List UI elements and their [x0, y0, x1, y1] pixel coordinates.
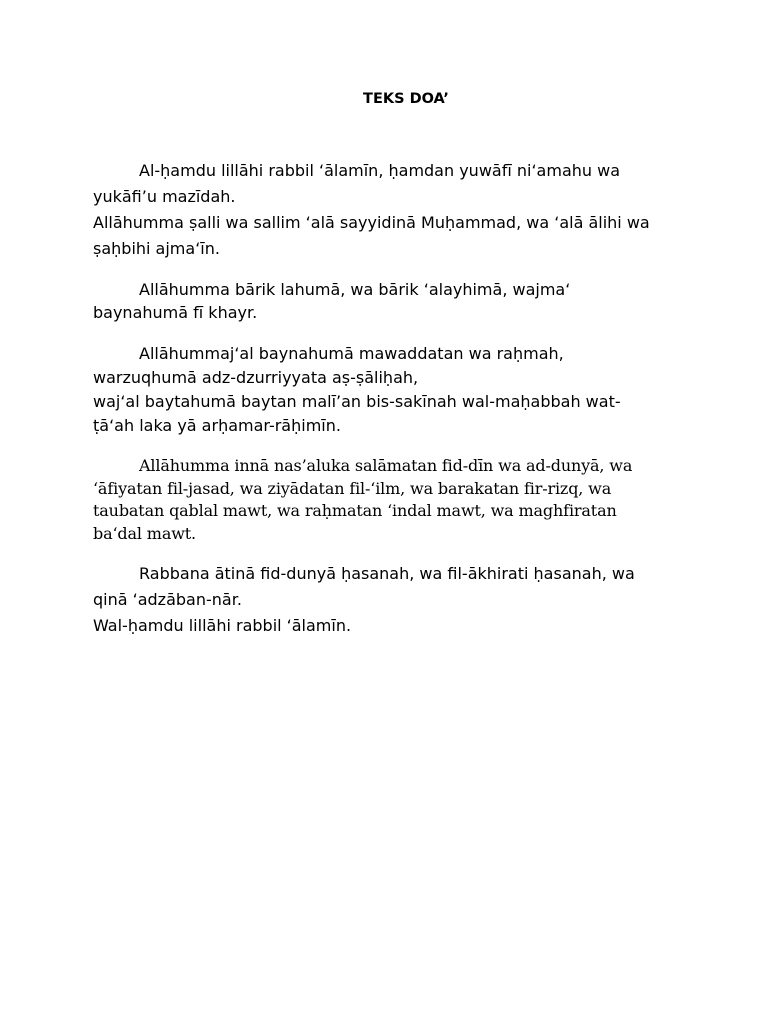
paragraph-line: Rabbana ātinā fid-dunyā ḥasanah, wa fil-ākhirati ḥasanah, wa — [139, 564, 635, 583]
paragraph-line: Allāhumma innā nas’aluka salāmatan fid-dīn wa ad-dunyā, wa — [139, 456, 633, 475]
paragraph-wellbeing — [93, 455, 653, 545]
paragraph-line: ṭā‘ah laka yā arḥamar-rāḥimīn. — [93, 416, 341, 435]
paragraph-line: ba‘dal mawt. — [93, 523, 196, 543]
paragraph-line: Al-ḥamdu lillāhi rabbil ‘ālamīn, ḥamdan yuwāfī ni‘amahu wa — [139, 161, 620, 180]
paragraph-line: taubatan qablal mawt, wa raḥmatan ‘indal mawt, wa maghfiratan — [93, 501, 617, 520]
paragraph-line: Allāhummaj‘al baynahumā mawaddatan wa raḥmah, — [139, 344, 564, 363]
paragraph-line: Allāhumma bārik lahumā, wa bārik ‘alayhimā, wajma‘ — [139, 280, 571, 299]
document-title: TEKS DOA’ — [363, 91, 449, 107]
paragraph-line: baynahumā fī khayr. — [93, 303, 258, 322]
paragraph-line: Wal-ḥamdu lillāhi rabbil ‘ālamīn. — [93, 616, 352, 635]
paragraph-line: yukāfi’u mazīdah. — [93, 187, 236, 206]
paragraph-opening-praise — [93, 158, 653, 262]
paragraph-line: Allāhumma ṣalli wa sallim ‘alā sayyidinā Muḥammad, wa ‘alā ālihi wa — [93, 213, 650, 232]
paragraph-line: qinā ‘adzāban-nār. — [93, 590, 242, 609]
paragraph-affection — [93, 342, 653, 438]
paragraph-line: warzuqhumā adz-dzurriyyata aṣ-ṣāliḥah, — [93, 368, 419, 387]
paragraph-line: ‘āfiyatan fil-jasad, wa ziyādatan fil-‘ilm, wa barakatan fir-rizq, wa — [93, 478, 612, 498]
paragraph-closing — [93, 561, 653, 639]
paragraph-line: waj‘al baytahumā baytan malī’an bis-sakīnah wal-maḥabbah wat- — [93, 392, 621, 411]
paragraph-line: ṣaḥbihi ajma‘īn. — [93, 239, 220, 258]
paragraph-blessing — [93, 277, 653, 326]
